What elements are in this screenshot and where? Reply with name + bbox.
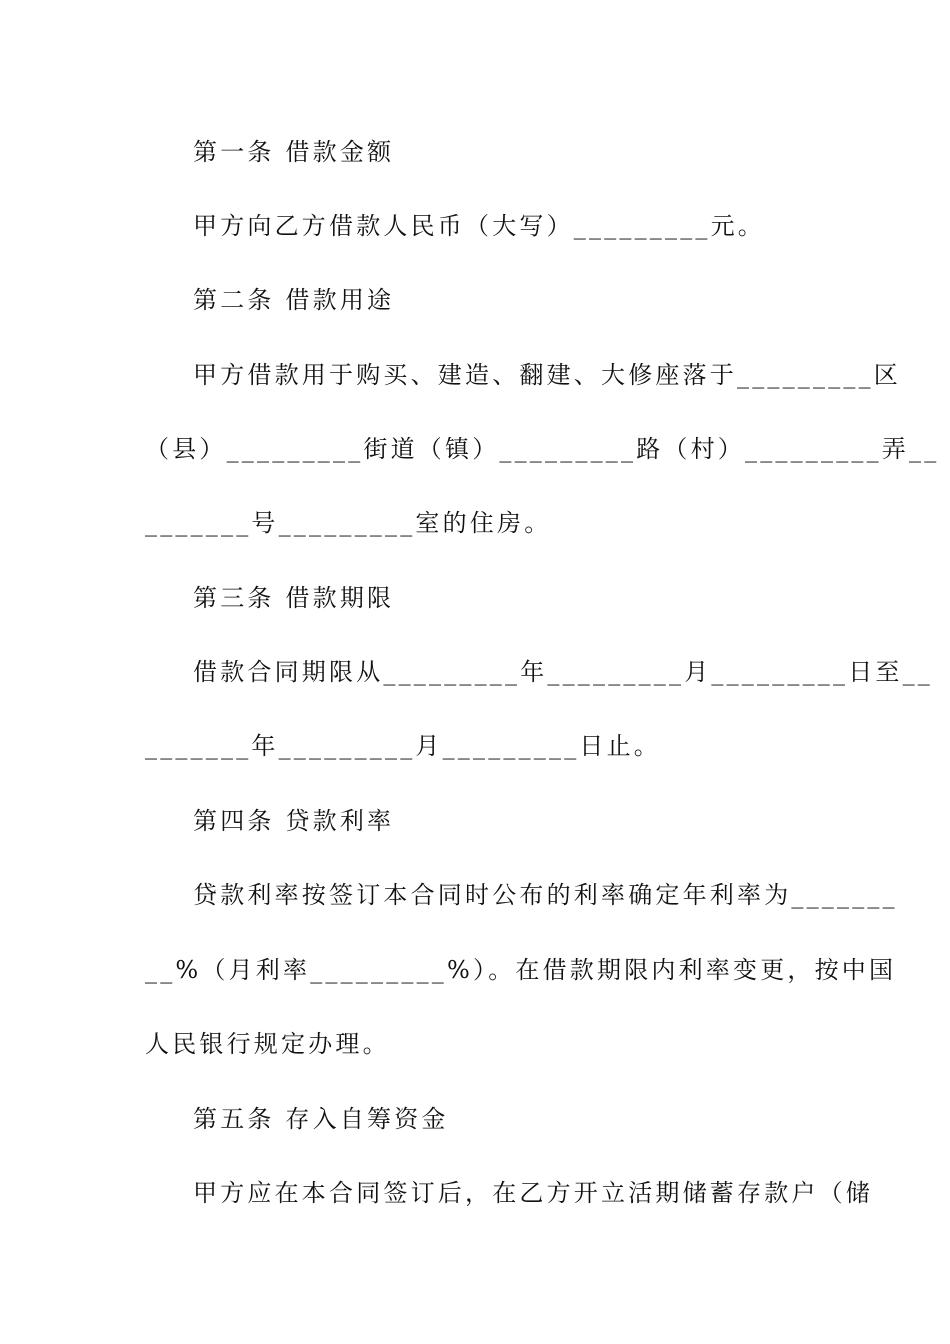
article-4-heading: 第四条 贷款利率 xyxy=(193,807,395,835)
article-4-text-line-1: 贷款利率按签订本合同时公布的利率确定年利率为_______ xyxy=(193,881,898,909)
article-4-text-line-3: 人民银行规定办理。 xyxy=(145,1030,390,1058)
article-3-heading: 第三条 借款期限 xyxy=(193,584,395,612)
article-5-text-line-1: 甲方应在本合同签订后，在乙方开立活期储蓄存款户（储 xyxy=(193,1179,873,1207)
article-1-heading: 第一条 借款金额 xyxy=(193,138,395,166)
article-2-text-line-2: （县）_________街道（镇）_________路（村）_________弄__ xyxy=(145,435,940,463)
article-2-text-line-3: _______号_________室的住房。 xyxy=(145,509,552,537)
article-3-text-line-1: 借款合同期限从_________年_________月_________日至__ xyxy=(193,658,933,686)
article-2-heading: 第二条 借款用途 xyxy=(193,286,395,314)
article-5-heading: 第五条 存入自筹资金 xyxy=(193,1105,449,1133)
article-1-text: 甲方向乙方借款人民币（大写）_________元。 xyxy=(193,212,765,240)
article-3-text-line-2: _______年_________月_________日止。 xyxy=(145,732,661,760)
article-2-text-line-1: 甲方借款用于购买、建造、翻建、大修座落于_________区 xyxy=(193,361,901,389)
article-4-text-line-2: __%（月利率_________%）。在借款期限内利率变更，按中国 xyxy=(145,956,897,984)
